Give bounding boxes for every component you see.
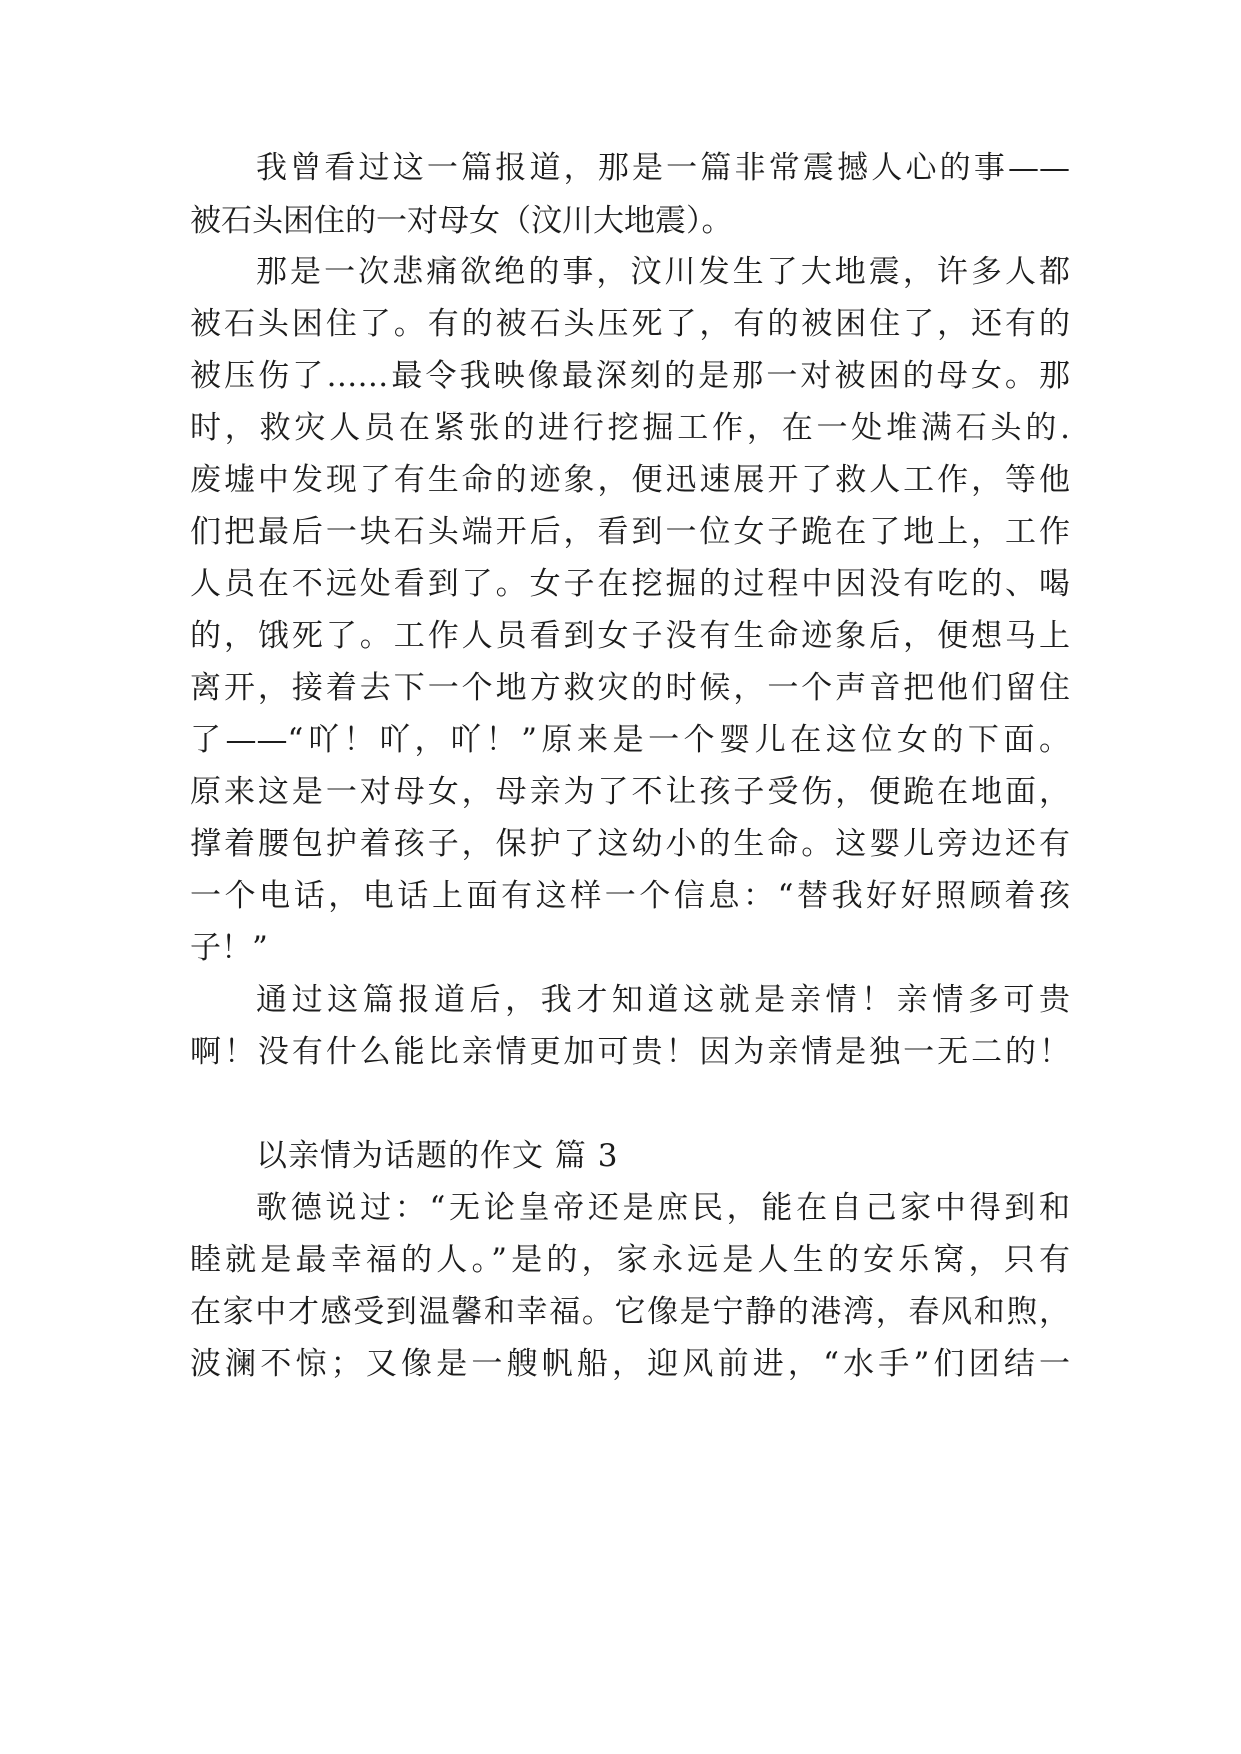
paragraph-2-line-2: 被石头困住了。有的被石头压死了，有的被困住了，还有的 [190, 306, 1070, 342]
section-heading: 以亲情为话题的作文 篇 3 [256, 1138, 619, 1174]
paragraph-3-line-2: 啊！没有什么能比亲情更加可贵！因为亲情是独一无二的！ [190, 1034, 1070, 1070]
paragraph-4-line-3: 在家中才感受到温馨和幸福。它像是宁静的港湾，春风和煦， [190, 1294, 1070, 1330]
paragraph-2-line-1: 那是一次悲痛欲绝的事，汶川发生了大地震，许多人都 [256, 254, 1070, 290]
paragraph-4-line-4: 波澜不惊；又像是一艘帆船，迎风前进，“水手”们团结一 [190, 1346, 1070, 1382]
paragraph-1-line-2: 被石头困住的一对母女（汶川大地震）。 [190, 203, 733, 239]
paragraph-2-line-10: 了——“吖！吖，吖！”原来是一个婴儿在这位女的下面。 [190, 722, 1070, 758]
paragraph-2-line-8: 的，饿死了。工作人员看到女子没有生命迹象后，便想马上 [190, 618, 1070, 654]
paragraph-4-line-2: 睦就是最幸福的人。”是的，家永远是人生的安乐窝，只有 [190, 1242, 1070, 1278]
paragraph-3-line-1: 通过这篇报道后，我才知道这就是亲情！亲情多可贵 [256, 982, 1070, 1018]
paragraph-2-line-11: 原来这是一对母女，母亲为了不让孩子受伤，便跪在地面， [190, 774, 1070, 810]
paragraph-2-line-6: 们把最后一块石头端开后，看到一位女子跪在了地上，工作 [190, 514, 1070, 550]
paragraph-2-line-7: 人员在不远处看到了。女子在挖掘的过程中因没有吃的、喝 [190, 566, 1070, 602]
paragraph-2-line-4: 时，救灾人员在紧张的进行挖掘工作，在一处堆满石头的. [190, 410, 1070, 446]
paragraph-2-line-9: 离开，接着去下一个地方救灾的时候，一个声音把他们留住 [190, 670, 1070, 706]
paragraph-2-line-14: 子！” [190, 930, 268, 966]
paragraph-2-line-13: 一个电话，电话上面有这样一个信息：“替我好好照顾着孩 [190, 878, 1070, 914]
paragraph-2-line-3: 被压伤了……最令我映像最深刻的是那一对被困的母女。那 [190, 358, 1070, 394]
paragraph-2-line-12: 撑着腰包护着孩子，保护了这幼小的生命。这婴儿旁边还有 [190, 826, 1070, 862]
paragraph-2-line-5: 废墟中发现了有生命的迹象，便迅速展开了救人工作，等他 [190, 462, 1070, 498]
paragraph-1-line-1: 我曾看过这一篇报道，那是一篇非常震撼人心的事—— [256, 150, 1070, 186]
paragraph-4-line-1: 歌德说过：“无论皇帝还是庶民，能在自己家中得到和 [256, 1190, 1070, 1226]
